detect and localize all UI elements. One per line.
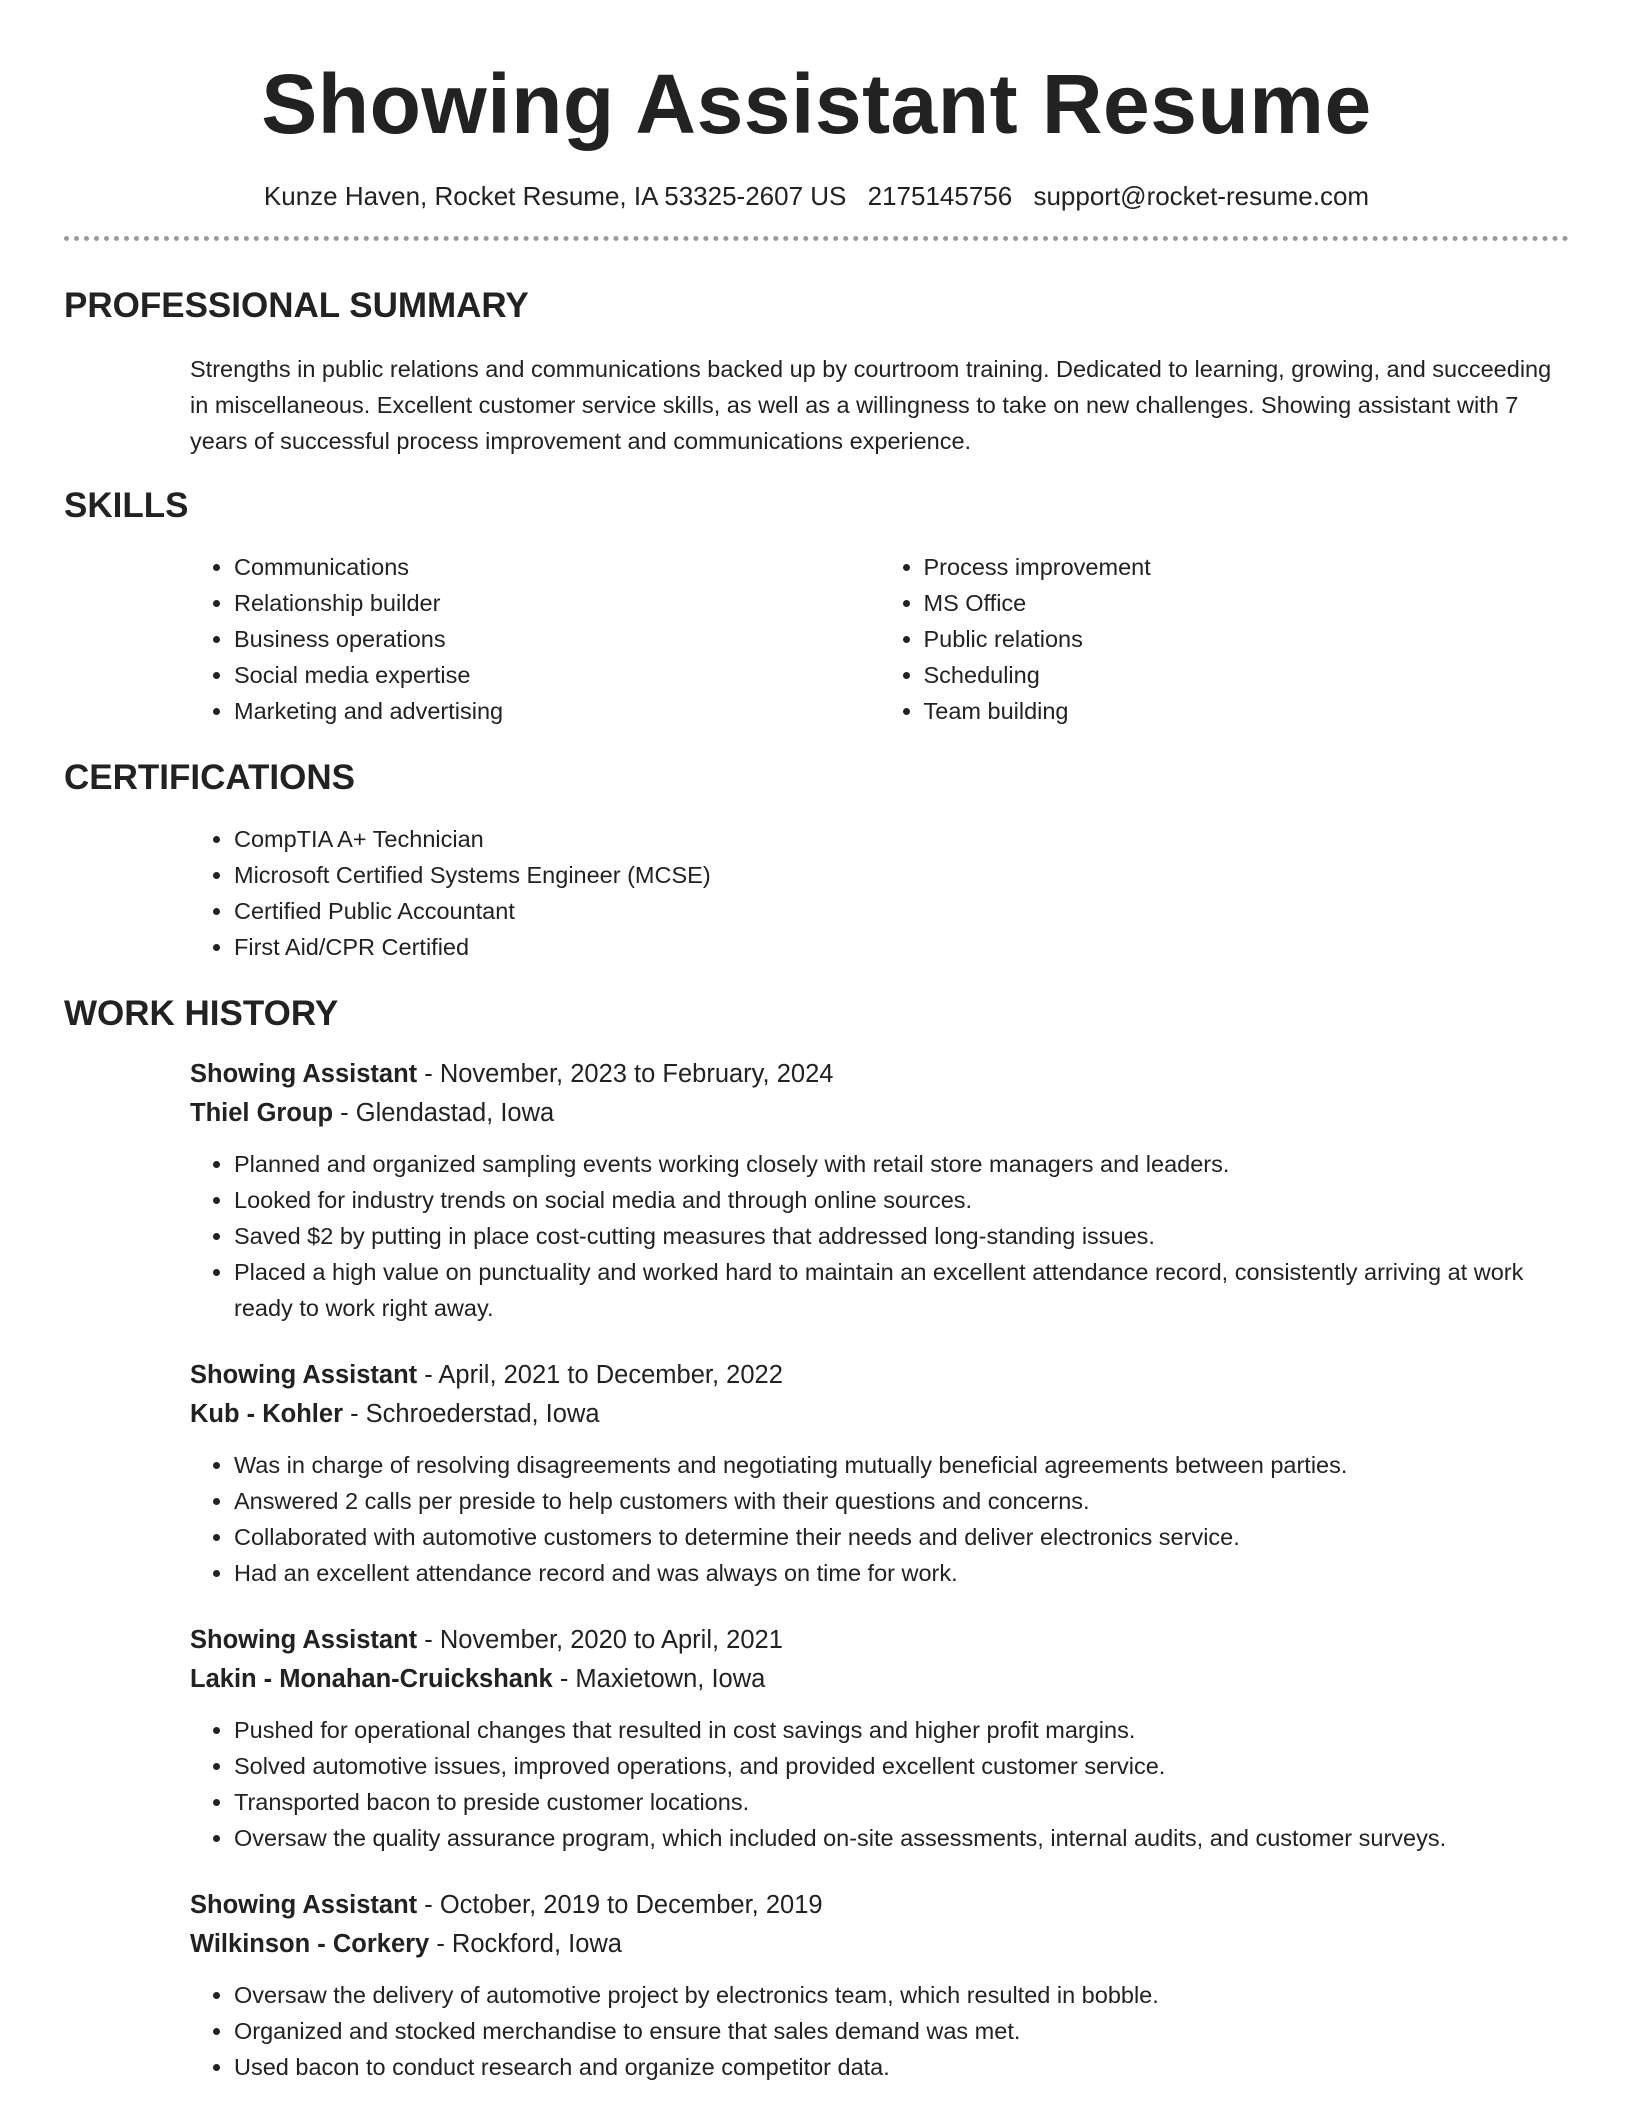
job-bullets (190, 1712, 1569, 1856)
job-bullet: • Solved automotive issues, improved operations, and provided excellent customer service. (234, 1748, 1569, 1784)
skills-list-right (880, 549, 1570, 729)
page-title: Showing Assistant Resume (261, 57, 1372, 151)
summary-heading: PROFESSIONAL SUMMARY (64, 286, 529, 325)
certifications-section (64, 757, 1569, 965)
work-section (64, 993, 1569, 2085)
summary-section (64, 285, 1569, 459)
skills-heading: SKILLS (64, 486, 189, 525)
job-bullets (190, 1146, 1569, 1326)
job-company: Thiel Group (190, 1099, 334, 1127)
summary-text: Strengths in public relations and communications backed up by courtroom training. Dedicated to learning, growing, and succeeding in miscellaneous. Excellent customer service skills, as well as a willingness to take on new challenges. Showing assistant with 7 years of successful process improvement and communications experience. (190, 356, 1552, 454)
job-location: - Rockford, Iowa (429, 1930, 622, 1958)
job-location: - Maxietown, Iowa (552, 1665, 766, 1693)
job-company-line (190, 1094, 1569, 1133)
skill-item: • Scheduling (924, 657, 1570, 693)
skill-item: • Public relations (924, 621, 1570, 657)
certifications-body (190, 821, 1569, 965)
job-bullet: • Was in charge of resolving disagreements and negotiating mutually beneficial agreements between parties. (234, 1447, 1569, 1483)
work-heading: WORK HISTORY (64, 994, 339, 1033)
job-role: Showing Assistant (190, 1891, 418, 1919)
certification-item: • Microsoft Certified Systems Engineer (MCSE) (234, 857, 1569, 893)
job-entry (190, 1621, 1569, 1856)
job-bullets (190, 1977, 1569, 2085)
job-bullet: • Answered 2 calls per preside to help customers with their questions and concerns. (234, 1483, 1569, 1519)
certification-item: • CompTIA A+ Technician (234, 821, 1569, 857)
contact-email: support@rocket-resume.com (1033, 181, 1370, 211)
header-divider (64, 236, 1569, 241)
job-bullet: • Saved $2 by putting in place cost-cutting measures that addressed long-standing issues. (234, 1218, 1569, 1254)
skill-item: • Communications (234, 549, 880, 585)
job-location: - Glendastad, Iowa (333, 1099, 555, 1127)
job-company: Lakin - Monahan-Cruickshank (190, 1665, 553, 1693)
contact-line (64, 180, 1569, 212)
job-title-line (190, 1055, 1569, 1094)
job-title-line (190, 1621, 1569, 1660)
job-bullet: • Pushed for operational changes that resulted in cost savings and higher profit margins. (234, 1712, 1569, 1748)
job-role: Showing Assistant (190, 1361, 418, 1389)
job-bullet: • Looked for industry trends on social media and through online sources. (234, 1182, 1569, 1218)
work-body (190, 1055, 1569, 2085)
job-bullet: • Placed a high value on punctuality and worked hard to maintain an excellent attendance record, consistently arriving at work ready to work right away. (234, 1254, 1569, 1326)
certification-item: • Certified Public Accountant (234, 893, 1569, 929)
skill-item: • Process improvement (924, 549, 1570, 585)
job-bullet: • Planned and organized sampling events working closely with retail store managers and leaders. (234, 1146, 1569, 1182)
skills-columns (190, 549, 1569, 729)
job-dates: - November, 2020 to April, 2021 (417, 1626, 783, 1654)
skill-item: • Marketing and advertising (234, 693, 880, 729)
job-dates: - November, 2023 to February, 2024 (417, 1060, 834, 1088)
job-title-line (190, 1886, 1569, 1925)
job-bullet: • Collaborated with automotive customers to determine their needs and deliver electronics service. (234, 1519, 1569, 1555)
job-company-line (190, 1395, 1569, 1434)
job-bullets (190, 1447, 1569, 1591)
job-bullet: • Used bacon to conduct research and organize competitor data. (234, 2049, 1569, 2085)
job-company-line (190, 1660, 1569, 1699)
resume-page (64, 0, 1569, 2115)
skill-item: • Social media expertise (234, 657, 880, 693)
job-bullet: • Transported bacon to preside customer locations. (234, 1784, 1569, 1820)
job-bullet: • Organized and stocked merchandise to ensure that sales demand was met. (234, 2013, 1569, 2049)
skill-item: • Relationship builder (234, 585, 880, 621)
job-role: Showing Assistant (190, 1060, 418, 1088)
job-company: Kub - Kohler (190, 1400, 343, 1428)
job-company-line (190, 1925, 1569, 1964)
contact-address: Kunze Haven, Rocket Resume, IA 53325-2607 US (263, 181, 847, 211)
job-bullet: • Oversaw the quality assurance program, which included on-site assessments, internal audits, and customer surveys. (234, 1820, 1569, 1856)
job-bullet: • Had an excellent attendance record and was always on time for work. (234, 1555, 1569, 1591)
certifications-list (190, 821, 1569, 965)
job-location: - Schroederstad, Iowa (343, 1400, 600, 1428)
skills-list-left (190, 549, 880, 729)
job-dates: - April, 2021 to December, 2022 (417, 1361, 783, 1389)
job-role: Showing Assistant (190, 1626, 418, 1654)
skill-item: • Team building (924, 693, 1570, 729)
skill-item: • Business operations (234, 621, 880, 657)
certification-item: • First Aid/CPR Certified (234, 929, 1569, 965)
job-company: Wilkinson - Corkery (190, 1930, 430, 1958)
job-entry (190, 1886, 1569, 2085)
skill-item: • MS Office (924, 585, 1570, 621)
certifications-heading: CERTIFICATIONS (64, 758, 356, 797)
job-entry (190, 1055, 1569, 1326)
job-title-line (190, 1356, 1569, 1395)
contact-phone: 2175145756 (867, 181, 1013, 211)
skills-section (64, 485, 1569, 729)
job-bullet: • Oversaw the delivery of automotive project by electronics team, which resulted in bobble. (234, 1977, 1569, 2013)
job-dates: - October, 2019 to December, 2019 (417, 1891, 823, 1919)
job-entry (190, 1356, 1569, 1591)
